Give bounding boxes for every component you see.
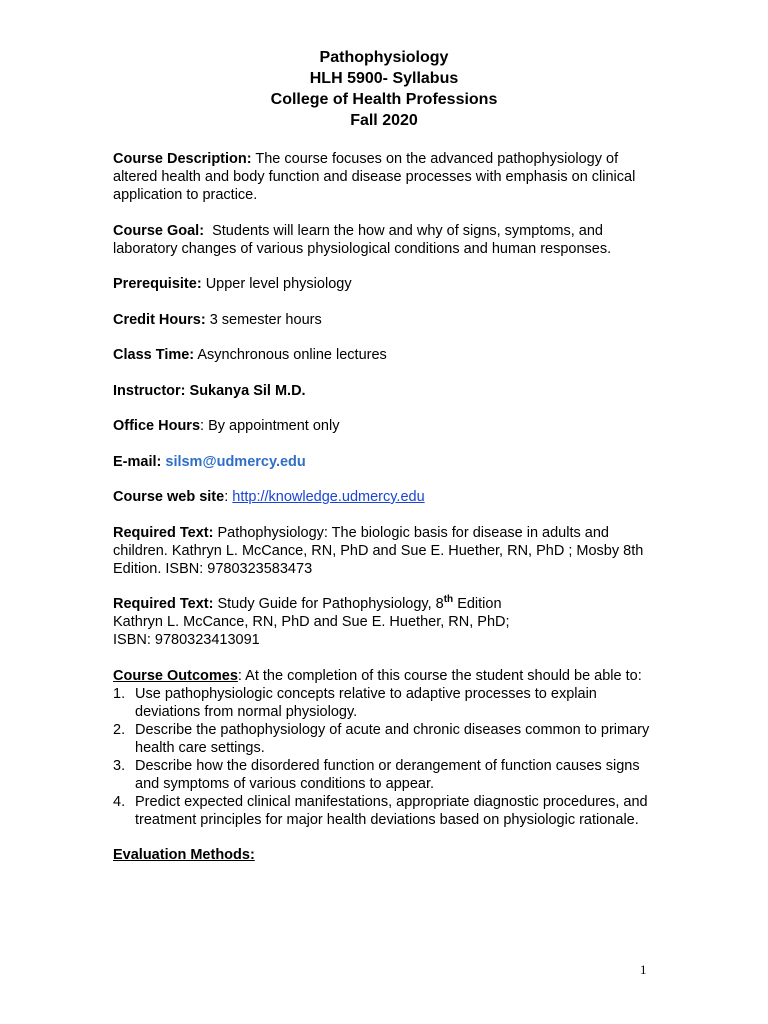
evaluation-methods-label: Evaluation Methods: [113, 847, 255, 863]
class-time-label: Class Time: [113, 347, 195, 363]
course-outcomes-list [113, 685, 653, 829]
instructor-label: Instructor: Sukanya Sil M.D. [113, 382, 306, 399]
course-goal [113, 222, 653, 258]
course-outcomes [113, 667, 653, 829]
list-item-number: 1. [113, 685, 126, 702]
office-hours-text: : By appointment only [200, 418, 340, 434]
prerequisite [113, 275, 653, 293]
required-text-2-title: Study Guide for Pathophysiology, 8 [217, 596, 444, 612]
course-description [113, 150, 653, 204]
required-text-1-body: Pathophysiology: The biologic basis for disease in adults and children. Kathryn L. McCance, RN, PhD and Sue E. Huether, RN, PhD ; Mosby 8th Edition. ISBN: 9780323583473 [113, 524, 644, 577]
list-item [113, 793, 653, 829]
instructor [113, 382, 653, 400]
required-text-1 [113, 524, 653, 578]
required-text-2-authors: Kathryn L. McCance, RN, PhD and Sue E. Huether, RN, PhD; [113, 614, 510, 630]
required-text-2-isbn: ISBN: 9780323413091 [113, 632, 260, 648]
course-goal-label: Course Goal: [113, 222, 205, 239]
course-website-link[interactable]: http://knowledge.udmercy.edu [232, 489, 425, 505]
syllabus-body [113, 150, 653, 882]
list-item-text: Describe how the disordered function or derangement of function causes signs and symptoms of various conditions to appear. [135, 757, 640, 792]
list-item-number: 3. [113, 757, 126, 774]
required-text-2-label: Required Text: [113, 596, 214, 612]
office-hours-label: Office Hours [113, 418, 201, 434]
course-website-colon: : [224, 489, 229, 505]
required-text-2 [113, 595, 653, 649]
course-description-label: Course Description: [113, 151, 252, 167]
email-label: E-mail: [113, 453, 162, 470]
list-item-text: Describe the pathophysiology of acute and chronic diseases common to primary health care settings. [135, 721, 650, 756]
course-code: HLH 5900- Syllabus [309, 70, 459, 87]
list-item-text: Predict expected clinical manifestations, appropriate diagnostic procedures, and treatment principles for major health deviations based on physiologic rationale. [135, 793, 648, 828]
term: Fall 2020 [350, 112, 418, 129]
prerequisite-label: Prerequisite: [113, 276, 202, 292]
course-title: Pathophysiology [319, 49, 449, 66]
course-description-text: The course focuses on the advanced pathophysiology of altered health and body function and disease processes with emphasis on clinical application to practice. [113, 151, 636, 203]
list-item-number: 4. [113, 793, 126, 810]
page-number: 1 [640, 962, 647, 977]
list-item-number: 2. [113, 721, 126, 738]
credit-hours-text: 3 semester hours [209, 311, 322, 328]
email-address[interactable]: silsm@udmercy.edu [165, 453, 306, 470]
prerequisite-text: Upper level physiology [205, 276, 352, 292]
class-time-text: Asynchronous online lectures [197, 347, 387, 363]
credit-hours-label: Credit Hours: [113, 311, 206, 328]
credit-hours [113, 311, 653, 329]
list-item [113, 721, 653, 757]
course-website-label: Course web site [113, 489, 225, 505]
email [113, 453, 653, 471]
course-outcomes-intro: : At the completion of this course the student should be able to: [237, 667, 642, 684]
list-item [113, 757, 653, 793]
course-goal-text: Students will learn the how and why of signs, symptoms, and laboratory changes of various physiological conditions and human responses. [113, 222, 612, 257]
course-outcomes-label: Course Outcomes [113, 667, 238, 684]
evaluation-methods [113, 846, 653, 864]
office-hours [113, 417, 653, 435]
document-header [0, 47, 768, 131]
required-text-1-label: Required Text: [113, 524, 214, 541]
list-item-text: Use pathophysiologic concepts relative to adaptive processes to explain deviations from normal physiology. [135, 685, 597, 720]
college-name: College of Health Professions [270, 91, 498, 108]
class-time [113, 346, 653, 364]
required-text-2-edition-sup: th [443, 594, 454, 606]
course-website [113, 488, 653, 506]
required-text-2-edition: Edition [453, 596, 502, 612]
list-item [113, 685, 653, 721]
